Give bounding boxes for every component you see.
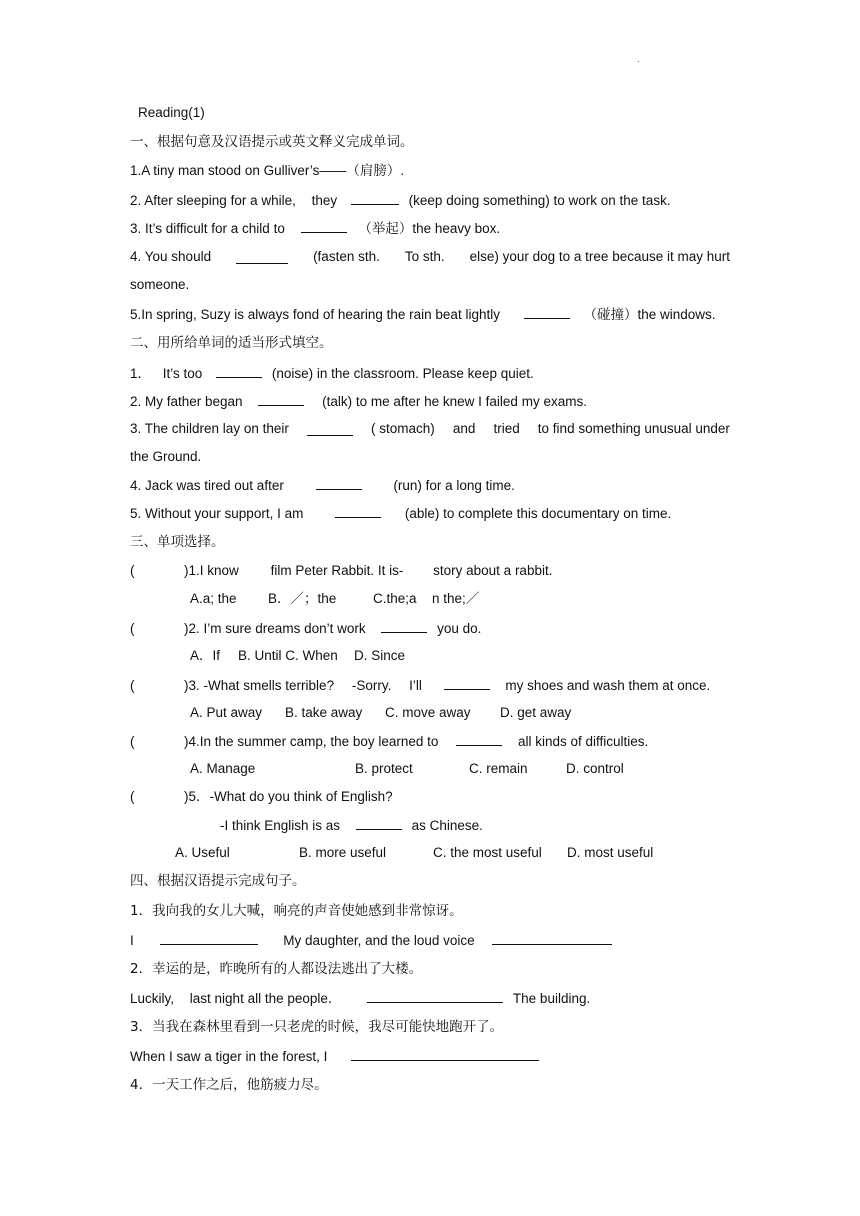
answer-blank[interactable] [301, 219, 347, 233]
answer-blank[interactable] [444, 676, 490, 690]
mc3-option-b[interactable]: B. take away [285, 705, 363, 720]
mc4-option-c[interactable]: C. remain [469, 761, 528, 776]
answer-slot[interactable] [138, 620, 180, 633]
section-4-heading: 四、根据汉语提示完成句子。 [130, 873, 306, 889]
answer-blank[interactable] [492, 931, 612, 945]
header-mark: . [637, 54, 640, 65]
mc1-option-d[interactable]: n the;／ [432, 591, 480, 606]
mc1-option-b[interactable]: B．／；the [268, 591, 337, 606]
s1-question-4: 4. You should (fasten sth. To sth. else) your dog to a tree because it may hurt [130, 249, 730, 264]
mc4-option-d[interactable]: D. control [566, 761, 624, 776]
s2-question-5: 5. Without your support, I am (able) to complete this documentary on time. [130, 506, 672, 521]
s4-question-4-cn: 4．一天工作之后，他筋疲力尽。 [130, 1077, 328, 1093]
answer-blank[interactable] [356, 816, 402, 830]
page-title: Reading(1) [138, 105, 205, 120]
answer-slot[interactable] [138, 788, 180, 801]
s2-question-2: 2. My father began (talk) to me after he knew I failed my exams. [130, 394, 587, 409]
s2-question-3-cont: the Ground. [130, 449, 202, 464]
answer-blank[interactable] [456, 732, 502, 746]
mc-question-5-answer: -I think English is as as Chinese. [220, 818, 483, 833]
section-1-heading: 一、根据句意及汉语提示或英文释义完成单词。 [130, 134, 414, 150]
s2-question-1: 1． It’s too (noise) in the classroom. Please keep quiet. [130, 366, 534, 381]
answer-blank[interactable] [351, 1047, 539, 1061]
mc1-option-a[interactable]: A.a; the [190, 591, 237, 606]
s2-question-4: 4. Jack was tired out after (run) for a long time. [130, 478, 515, 493]
mc-question-3: ( )3. -What smells terrible? -Sorry. I’ll my shoes and wash them at once. [130, 678, 711, 693]
s4-question-1: I My daughter, and the loud voice [130, 931, 730, 949]
mc-question-5: ( )5．-What do you think of English? [130, 789, 393, 804]
s1-question-2: 2. After sleeping for a while, they (keep doing something) to work on the task. [130, 193, 671, 208]
mc1-option-c[interactable]: C.the;a [373, 591, 417, 606]
answer-blank[interactable] [381, 619, 427, 633]
s1-question-5: 5.In spring, Suzy is always fond of hearing the rain beat lightly （碰撞）the windows. [130, 307, 716, 322]
mc-question-2: ( )2. I’m sure dreams don’t work you do. [130, 621, 482, 636]
mc5-option-d[interactable]: D. most useful [567, 845, 654, 860]
s1-question-4-cont: someone. [130, 277, 190, 292]
s4-question-1-cn: 1．我向我的女儿大喊，响亮的声音使她感到非常惊讶。 [130, 903, 463, 919]
answer-blank[interactable] [524, 305, 570, 319]
mc2-option-d[interactable]: D. Since [354, 648, 406, 663]
s1-question-1: 1.A tiny man stood on Gulliver’s——（肩膀）. [130, 163, 405, 178]
section-2-heading: 二、用所给单词的适当形式填空。 [130, 335, 333, 351]
answer-blank[interactable] [216, 364, 262, 378]
mc2-option-bc[interactable]: B. Until C. When [238, 648, 338, 663]
mc4-option-a[interactable]: A. Manage [190, 761, 256, 776]
mc4-option-b[interactable]: B. protect [355, 761, 413, 776]
s4-question-2: Luckily, last night all the people． The building. [130, 991, 591, 1006]
answer-blank[interactable] [316, 476, 362, 490]
mc5-option-a[interactable]: A. Useful [175, 845, 230, 860]
mc3-option-d[interactable]: D. get away [500, 705, 572, 720]
section-3-heading: 三、单项选择。 [130, 534, 225, 550]
answer-slot[interactable] [138, 677, 180, 690]
s4-question-3: When I saw a tiger in the forest, I [130, 1047, 730, 1065]
answer-blank[interactable] [160, 931, 258, 945]
mc-question-4: ( )4.In the summer camp, the boy learned to all kinds of difficulties. [130, 734, 649, 749]
s1-question-3: 3. It’s difficult for a child to （举起）the heavy box. [130, 221, 501, 236]
mc-question-1: ( )1.I know film Peter Rabbit. It is- story about a rabbit. [130, 563, 553, 578]
mc3-option-c[interactable]: C. move away [385, 705, 471, 720]
answer-blank[interactable] [367, 989, 503, 1003]
answer-slot[interactable] [138, 733, 180, 746]
mc5-option-b[interactable]: B. more useful [299, 845, 387, 860]
answer-blank[interactable] [236, 250, 288, 264]
mc2-option-a[interactable]: A．If [190, 648, 221, 663]
answer-slot[interactable] [138, 562, 180, 575]
answer-blank[interactable] [351, 191, 399, 205]
s4-question-2-cn: 2．幸运的是，昨晚所有的人都设法逃出了大楼。 [130, 961, 423, 977]
s2-question-3: 3. The children lay on their ( stomach) and tried to find something unusual under [130, 421, 730, 436]
answer-blank[interactable] [258, 392, 304, 406]
answer-blank[interactable] [307, 422, 353, 436]
mc5-option-c[interactable]: C. the most useful [433, 845, 542, 860]
answer-blank[interactable] [335, 504, 381, 518]
s4-question-3-cn: 3．当我在森林里看到一只老虎的时候，我尽可能快地跑开了。 [130, 1019, 504, 1035]
mc3-option-a[interactable]: A. Put away [190, 705, 263, 720]
